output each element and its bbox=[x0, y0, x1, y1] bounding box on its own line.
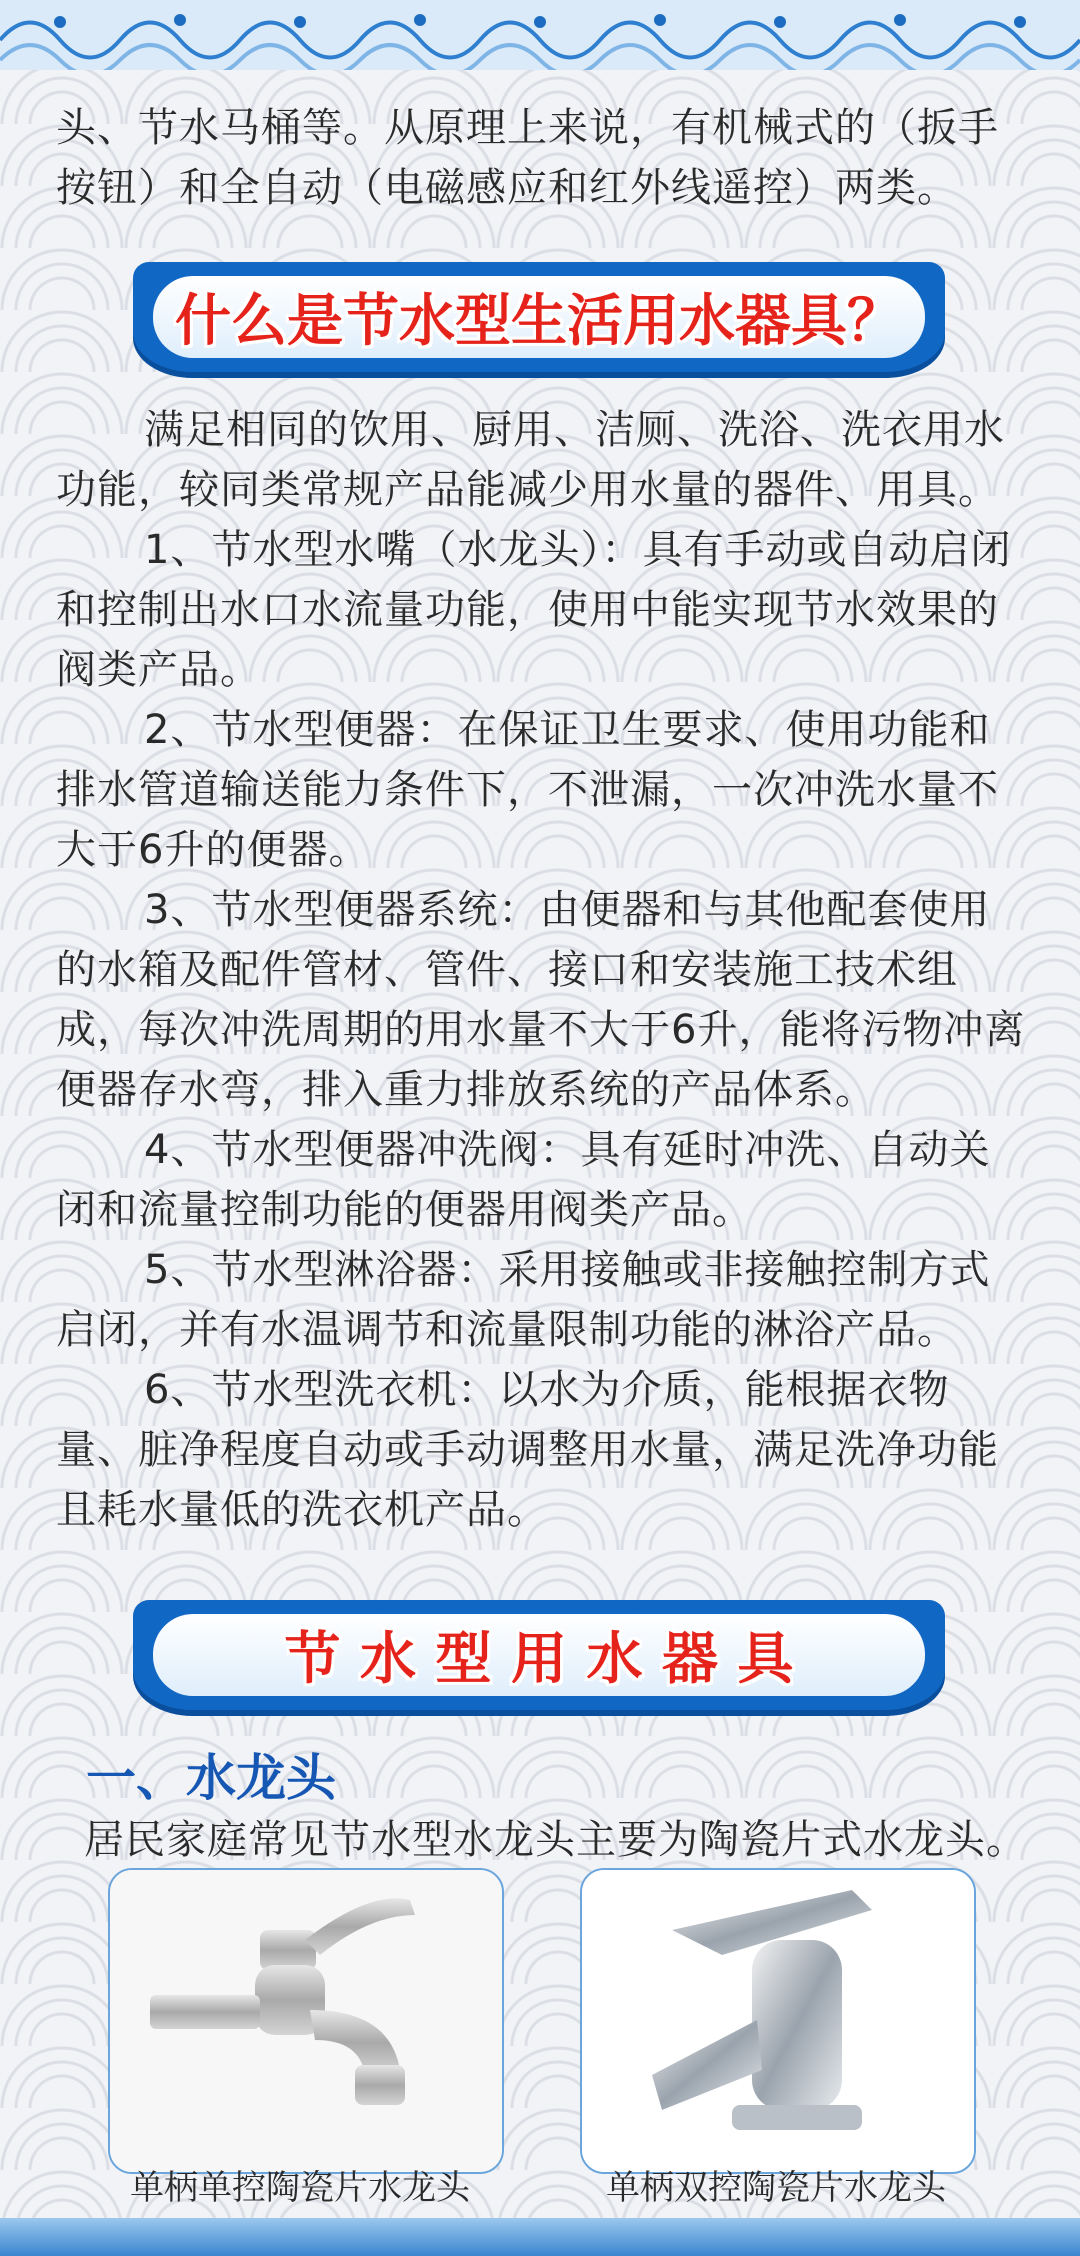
banner-title: 节 水 型 用 水 器 具 bbox=[284, 1627, 794, 1692]
faucet-illustration bbox=[110, 1870, 502, 2172]
intro-paragraph: 头、节水马桶等。从原理上来说，有机械式的（扳手按钮）和全自动（电磁感应和红外线遥控）两类。 bbox=[56, 105, 999, 211]
content-block bbox=[56, 400, 1028, 1540]
item-flush-valve: 4、节水型便器冲洗阀：具有延时冲洗、自动关闭和流量控制功能的便器用阀类产品。 bbox=[56, 1127, 991, 1233]
section-subtitle: 居民家庭常见节水型水龙头主要为陶瓷片式水龙头。 bbox=[84, 1817, 1027, 1863]
decorative-waves bbox=[0, 0, 1080, 70]
banner-title: 什么是节水型生活用水器具？ bbox=[175, 289, 903, 354]
item-faucet: 1、节水型水嘴（水龙头）：具有手动或自动启闭和控制出水口水流量功能，使用中能实现节水效果的阀类产品。 bbox=[56, 527, 1012, 693]
item-toilet-system: 3、节水型便器系统：由便器和与其他配套使用的水箱及配件管材、管件、接口和安装施工技术组成，每次冲洗周期的用水量不大于6升，能将污物冲离便器存水弯，排入重力排放系统的产品体系。 bbox=[56, 887, 1026, 1113]
banner-what-is bbox=[133, 262, 945, 372]
item-washer: 6、节水型洗衣机：以水为介质，能根据衣物量、脏净程度自动或手动调整用水量，满足洗净功能且耗水量低的洗衣机产品。 bbox=[56, 1367, 999, 1533]
section-title: 一、水龙头 bbox=[86, 1749, 336, 1807]
banner-water-saving bbox=[133, 1600, 945, 1710]
definition-paragraph: 满足相同的饮用、厨用、洁厕、洗浴、洗衣用水功能，较同类常规产品能减少用水量的器件、用具。 bbox=[56, 407, 1005, 513]
faucet-image-single-control bbox=[108, 1868, 504, 2174]
item-shower: 5、节水型淋浴器：采用接触或非接触控制方式启闭，并有水温调节和流量限制功能的淋浴产品。 bbox=[56, 1247, 991, 1353]
item-toilet: 2、节水型便器：在保证卫生要求、使用功能和排水管道输送能力条件下，不泄漏，一次冲洗水量不大于6升的便器。 bbox=[56, 707, 999, 873]
faucet-image-dual-control bbox=[580, 1868, 976, 2174]
caption-single-control: 单柄单控陶瓷片水龙头 bbox=[130, 2168, 470, 2208]
bottom-decoration bbox=[0, 2218, 1080, 2256]
mixer-faucet-illustration bbox=[582, 1870, 974, 2172]
caption-dual-control: 单柄双控陶瓷片水龙头 bbox=[606, 2168, 946, 2208]
